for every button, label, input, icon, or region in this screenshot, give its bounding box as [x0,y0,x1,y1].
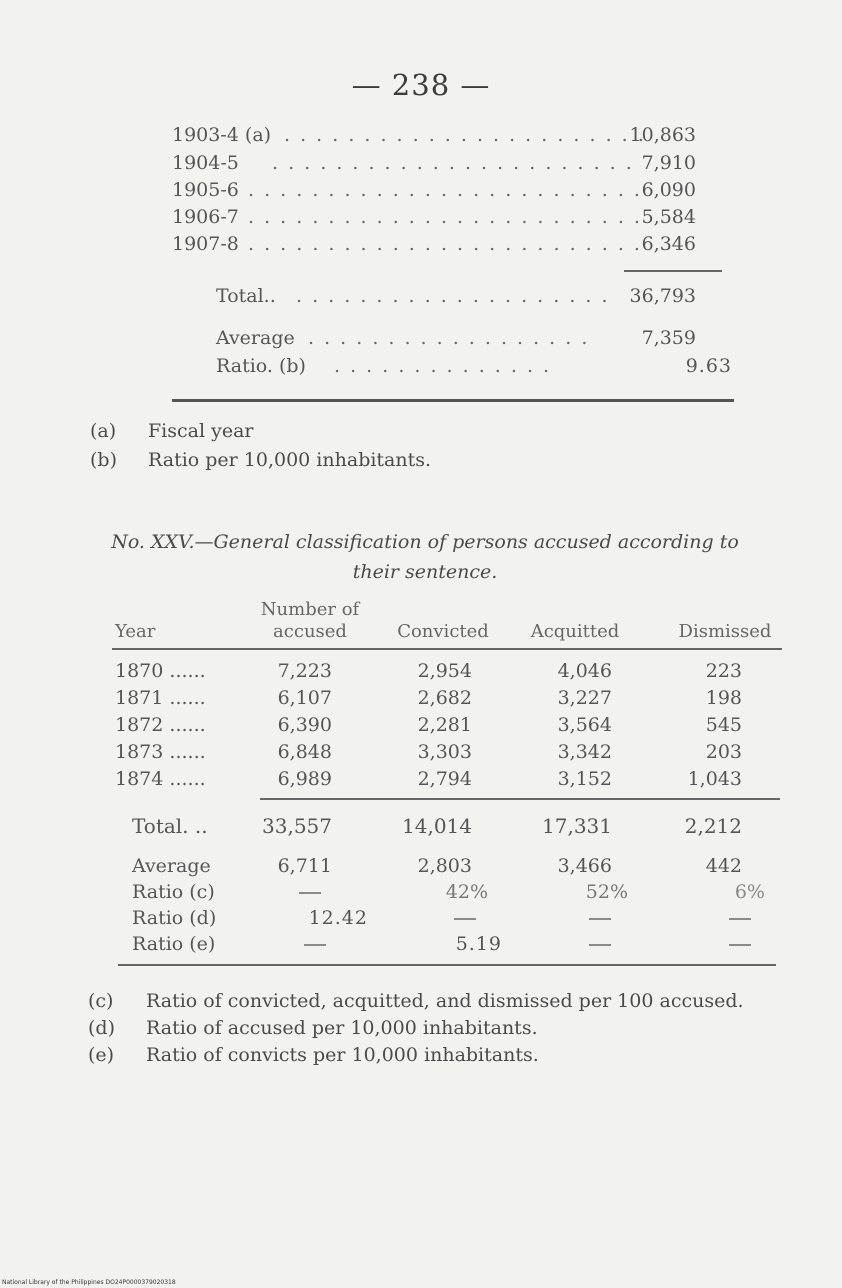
table-row [172,124,732,152]
leader-dots: . . . . . . . . . . . . . . . . . . . . . . . [284,124,646,146]
cell-accused: 6,848 [277,741,332,763]
leader-dots: . . . . . . . . . . . . . . [334,355,552,377]
cell-acquitted: 3,564 [557,714,612,736]
total-accused: 33,557 [262,814,332,838]
table-row [172,152,732,180]
total-rule [260,798,780,800]
ratio-c-label: Ratio (c) [132,881,215,903]
table-bottom-rule [118,964,776,966]
archive-footer: National Library of the Philippines DO24P0000379020318 [2,1279,176,1286]
caption-line-1: No. XXV.—General classification of persons accused according to [111,531,739,553]
header-dismissed: Dismissed [678,621,772,642]
note-text: Ratio of accused per 10,000 inhabitants. [146,1017,538,1039]
footnote-e [88,1044,539,1066]
row-label: 1903-4 (a) [172,124,272,146]
average-row [216,327,736,355]
ratio-d-accused: 12.42 [308,907,368,929]
cell-convicted: 2,954 [417,660,472,682]
header-accused-line1: Number of [260,599,360,620]
row-value: 10,863 [629,124,696,146]
total-label: Total. .. [132,814,208,838]
cell-acquitted: 4,046 [557,660,612,682]
leader-dots: ...... [169,687,206,709]
cell-accused: 6,107 [277,687,332,709]
cell-convicted: 3,303 [417,741,472,763]
row-value: 6,090 [641,179,696,201]
cell-convicted: 2,794 [417,768,472,790]
ratio-c-accused-dash [285,881,335,903]
ratio-d-dismissed-dash [715,907,765,929]
total-acquitted: 17,331 [542,814,612,838]
cell-accused: 6,989 [277,768,332,790]
cell-convicted: 2,281 [417,714,472,736]
leader-dots: ...... [169,660,206,682]
ratio-d-label: Ratio (d) [132,907,217,929]
leader-dots: . . . . . . . . . . . . . . . . . . [308,327,590,349]
ratio-e-label: Ratio (e) [132,933,216,955]
average-dismissed: 442 [705,855,742,877]
header-rule [112,648,782,650]
table-row [172,179,732,207]
total-value: 36,793 [629,285,696,307]
average-value: 7,359 [641,327,696,349]
cell-year: 1872 ...... [115,714,206,736]
average-label: Average [216,327,295,349]
leader-dots: . . . . . . . . . . . . . . . . . . . . [296,285,610,307]
header-acquitted: Acquitted [530,621,620,642]
note-text: Ratio per 10,000 inhabitants. [148,449,432,471]
note-marker: (c) [88,990,114,1012]
cell-year: 1870 ...... [115,660,206,682]
cell-year: 1873 ...... [115,741,206,763]
ratio-e-acquitted-dash [575,933,625,955]
header-accused [250,600,370,642]
ratio-c-acquitted: 52% [585,881,628,903]
note-marker: (e) [88,1044,115,1066]
ratio-e-dismissed-dash [715,933,765,955]
footnote-a [90,420,253,442]
row-label: 1906-7 [172,206,239,228]
cell-accused: 6,390 [277,714,332,736]
note-marker: (b) [90,449,117,471]
ratio-c-convicted: 42% [445,881,488,903]
page-number: — 238 — [351,68,491,102]
note-text: Fiscal year [148,420,254,442]
note-marker: (a) [90,420,117,442]
row-label: 1904-5 [172,152,239,174]
ratio-value: 9.63 [685,355,732,377]
ratio-label: Ratio. (b) [216,355,306,377]
caption-line-2: their sentence. [352,561,498,583]
row-label: 1907-8 [172,233,239,255]
table-row [172,206,732,234]
cell-acquitted: 3,152 [557,768,612,790]
average-label: Average [132,855,211,877]
leader-dots: ...... [169,714,206,736]
table-bottom-rule [172,399,734,402]
cell-acquitted: 3,342 [557,741,612,763]
sum-rule [624,270,722,272]
total-convicted: 14,014 [402,814,472,838]
cell-year: 1874 ...... [115,768,206,790]
cell-accused: 7,223 [277,660,332,682]
header-convicted: Convicted [397,621,489,642]
leader-dots: . . . . . . . . . . . . . . . . . . . . . . . . . [248,206,642,228]
table-caption [60,527,790,587]
ratio-c-dismissed: 6% [734,881,765,903]
table-row [172,233,732,261]
ratio-d-convicted-dash [440,907,490,929]
row-label: 1905-6 [172,179,239,201]
total-row [216,285,736,313]
row-value: 7,910 [641,152,696,174]
leader-dots: ...... [169,768,206,790]
total-dismissed: 2,212 [684,814,742,838]
cell-dismissed: 545 [705,714,742,736]
row-value: 5,584 [641,206,696,228]
footnote-d [88,1017,538,1039]
row-value: 6,346 [641,233,696,255]
leader-dots: ...... [169,741,206,763]
header-accused-line2: accused [273,621,347,642]
total-label: Total.. [216,285,276,307]
ratio-d-acquitted-dash [575,907,625,929]
cell-convicted: 2,682 [417,687,472,709]
note-text: Ratio of convicted, acquitted, and dismissed per 100 accused. [146,990,744,1012]
header-year: Year [115,621,156,642]
cell-dismissed: 1,043 [687,768,742,790]
leader-dots: . . . . . . . . . . . . . . . . . . . . . . . [272,152,634,174]
cell-year: 1871 ...... [115,687,206,709]
cell-dismissed: 223 [705,660,742,682]
average-convicted: 2,803 [417,855,472,877]
cell-dismissed: 203 [705,741,742,763]
ratio-e-convicted: 5.19 [455,933,502,955]
average-accused: 6,711 [277,855,332,877]
cell-acquitted: 3,227 [557,687,612,709]
ratio-e-accused-dash [290,933,340,955]
footnote-c [88,990,744,1012]
note-marker: (d) [88,1017,115,1039]
average-acquitted: 3,466 [557,855,612,877]
cell-dismissed: 198 [705,687,742,709]
note-text: Ratio of convicts per 10,000 inhabitants. [146,1044,539,1066]
ratio-row [216,355,736,383]
footnote-b [90,449,431,471]
leader-dots: . . . . . . . . . . . . . . . . . . . . . . . . . [248,233,642,255]
leader-dots: . . . . . . . . . . . . . . . . . . . . . . . . . [248,179,642,201]
